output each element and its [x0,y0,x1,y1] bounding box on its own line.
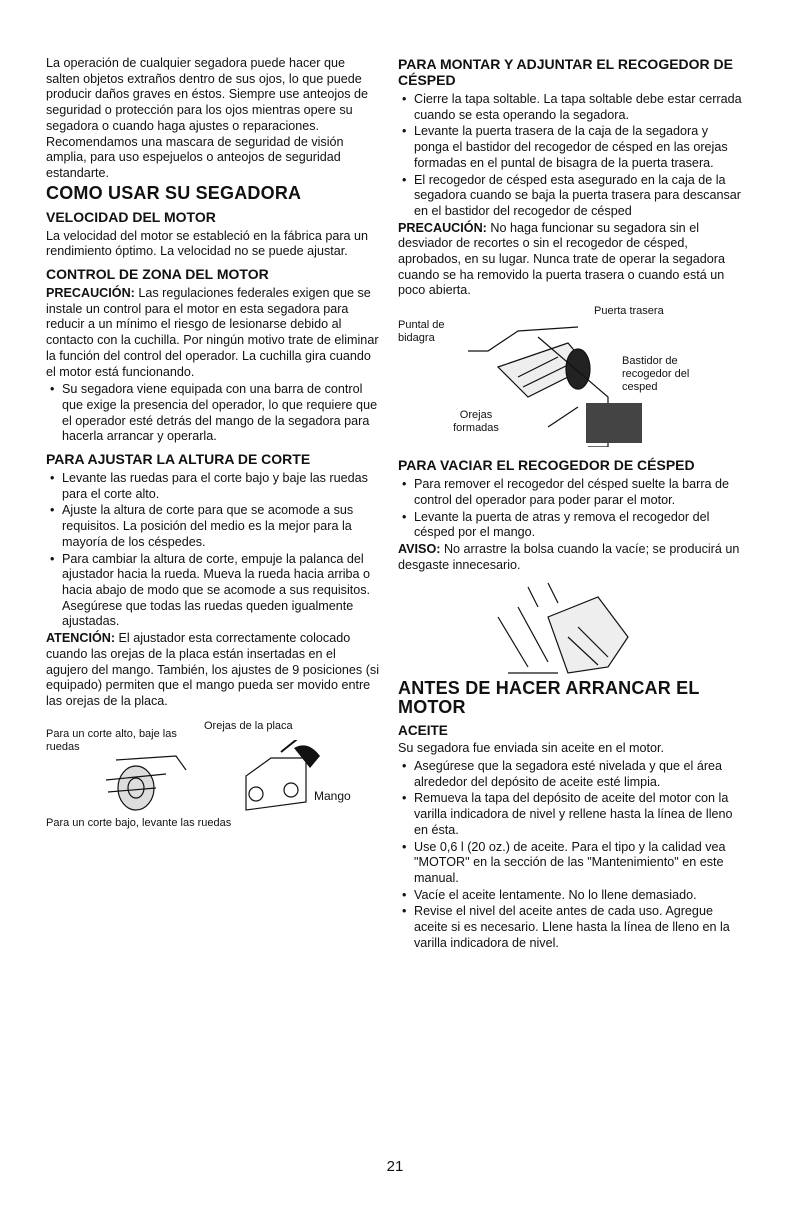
bag-caution [398,221,743,300]
wheel-adjuster-illustration [96,740,356,820]
attention-label: ATENCIÓN: [46,631,116,646]
height-bullets [46,471,381,630]
list-item: • Ajuste la altura de corte para que se acomode a sus requisitos. La posición del medio es la mejor para la mayoría de los céspedes. [46,503,381,550]
zone-bullets [46,382,381,445]
list-item: • Para remover el recogedor del césped suelte la barra de control del operador para poder parar el motor. [398,477,743,508]
grass-catcher-figure [398,303,743,451]
caution-label: PRECAUCIÓN: [46,286,135,301]
page-number: 21 [386,1158,404,1175]
list-item: • Su segadora viene equipada con una barra de control que exige la presencia del operador, lo que requiere que el operador esté detrás del mango de la segadora para hacerla arrancar y operarla. [46,382,381,445]
notice-text: No arrastre la bolsa cuando la vacíe; se producirá un desgaste innecesario. [398,541,740,572]
left-column [46,56,381,834]
label-high-cut: Para un corte alto, baje las ruedas [46,727,177,753]
oil-text: Su segadora fue enviada sin aceite en el motor. [398,741,665,756]
right-column [398,56,743,953]
empty-heading: PARA VACIAR EL RECOGEDOR DE CÉSPED [398,457,695,474]
label-low-cut: Para un corte bajo, levante las ruedas [46,816,232,829]
height-attention [46,631,381,710]
speed-heading: VELOCIDAD DEL MOTOR [46,208,216,225]
caution-text: Las regulaciones federales exigen que se instale un control para el motor en esta segadora para reducir a un mínimo el riesgo de lesionarse debido al contacto con la cuchilla. Por ningún motivo trate de eliminar la función del control del operador. La cuchilla gira cuando el motor está funcionando. [46,286,379,379]
label-bag-frame: Bastidor de recogedor del cesped [622,355,690,394]
bag-heading: PARA MONTAR Y ADJUNTAR EL RECOGEDOR DE CÉSPED [398,56,733,88]
attention-text: El ajustador esta correctamente colocado cuando las orejas de la placa están insertadas en el agujero del mango. También, los ajustes de 9 posiciones (si equipado) permiten que el mango pueda ser movido entre las orejas de la placa. [46,631,379,708]
bag-bullets [398,92,743,220]
list-item: • Levante la puerta de atras y remova el recogedor del césped por el mango. [398,510,743,541]
label-handle: Mango [314,788,351,803]
list-item: • El recogedor de césped esta asegurado en la caja de la segadora cuando se baja la puerta trasera para descansar en el bastidor del recogedor de césped [398,173,743,220]
zone-caution [46,286,381,380]
notice-label: AVISO: [398,541,441,556]
list-item: • Revise el nivel del aceite antes de cada uso. Agregue aceite si es necesario. Llene hasta la línea de lleno en la varilla indicadora de nivel. [398,904,743,951]
caution-label: PRECAUCIÓN: [398,220,487,235]
label-plate-ears: Orejas de la placa [204,719,293,732]
label-rear-door: Puerta trasera [594,305,664,318]
list-item: • Levante la puerta trasera de la caja de la segadora y ponga el bastidor del recogedor de césped en las orejas formadas en el puntal de bisagra de la puerta trasera. [398,124,743,171]
oil-bullets [398,759,743,951]
empty-bag-figure [398,577,743,677]
label-hinge: Puntal de bidagra [398,319,445,345]
list-item: • Asegúrese que la segadora esté nivelada y que el área alrededor del depósito de aceite esté limpia. [398,759,743,790]
caution-text: No haga funcionar su segadora sin el desviador de recortes o sin el recogedor de césped, aprobados, en su lugar. Nunca trate de operar la segadora cuando se ha removido la puerta trasera o cuando está un poco abierta. [398,220,725,298]
list-item: • Para cambiar la altura de corte, empuje la palanca del ajustador hacia la rueda. Mueva la rueda hacia arriba o hacia abajo de modo que se acomode a sus requisitos. Asegúrese que todas las ruedas queden igualmente ajustadas. [46,552,381,631]
height-figure [46,714,381,834]
list-item: • Cierre la tapa soltable. La tapa soltable debe estar cerrada cuando se esta operando la segadora. [398,92,743,123]
safety-intro: La operación de cualquier segadora puede hacer que salten objetos extraños dentro de sus ojos, lo que puede producir daños graves en éstos. Siempre use anteojos de seguridad o protección para los ojos mientras opere su segadora o cuando haga ajustes o reparaciones. Recomendamos una mascara de seguridad de visión amplia, para uso espejuelos o anteojos de seguridad estandarte. [46,56,369,180]
label-formed-ears: Orejas formadas [453,409,499,435]
list-item: • Levante las ruedas para el corte bajo y baje las ruedas para el corte alto. [46,471,381,502]
empty-bag-illustration [468,577,638,677]
height-heading: PARA AJUSTAR LA ALTURA DE CORTE [46,451,311,468]
list-item: • Vacíe el aceite lentamente. No lo llene demasiado. [398,888,743,904]
list-item: • Remueva la tapa del depósito de aceite del motor con la varilla indicadora de nivel y rellene hasta la línea de lleno en ésta. [398,791,743,838]
oil-heading: ACEITE [398,723,448,739]
main-heading: COMO USAR SU SEGADORA [46,182,302,203]
start-heading: ANTES DE HACER ARRANCAR EL MOTOR [398,678,700,718]
speed-text: La velocidad del motor se estableció en la fábrica para un rendimiento óptimo. La velocidad no se puede ajustar. [46,228,369,259]
list-item: • Use 0,6 l (20 oz.) de aceite. Para el tipo y la calidad vea "MOTOR" en la sección de las "Mantenimiento" en este manual. [398,840,743,887]
empty-bullets [398,477,743,541]
zone-heading: CONTROL DE ZONA DEL MOTOR [46,266,269,283]
empty-notice [398,542,743,573]
